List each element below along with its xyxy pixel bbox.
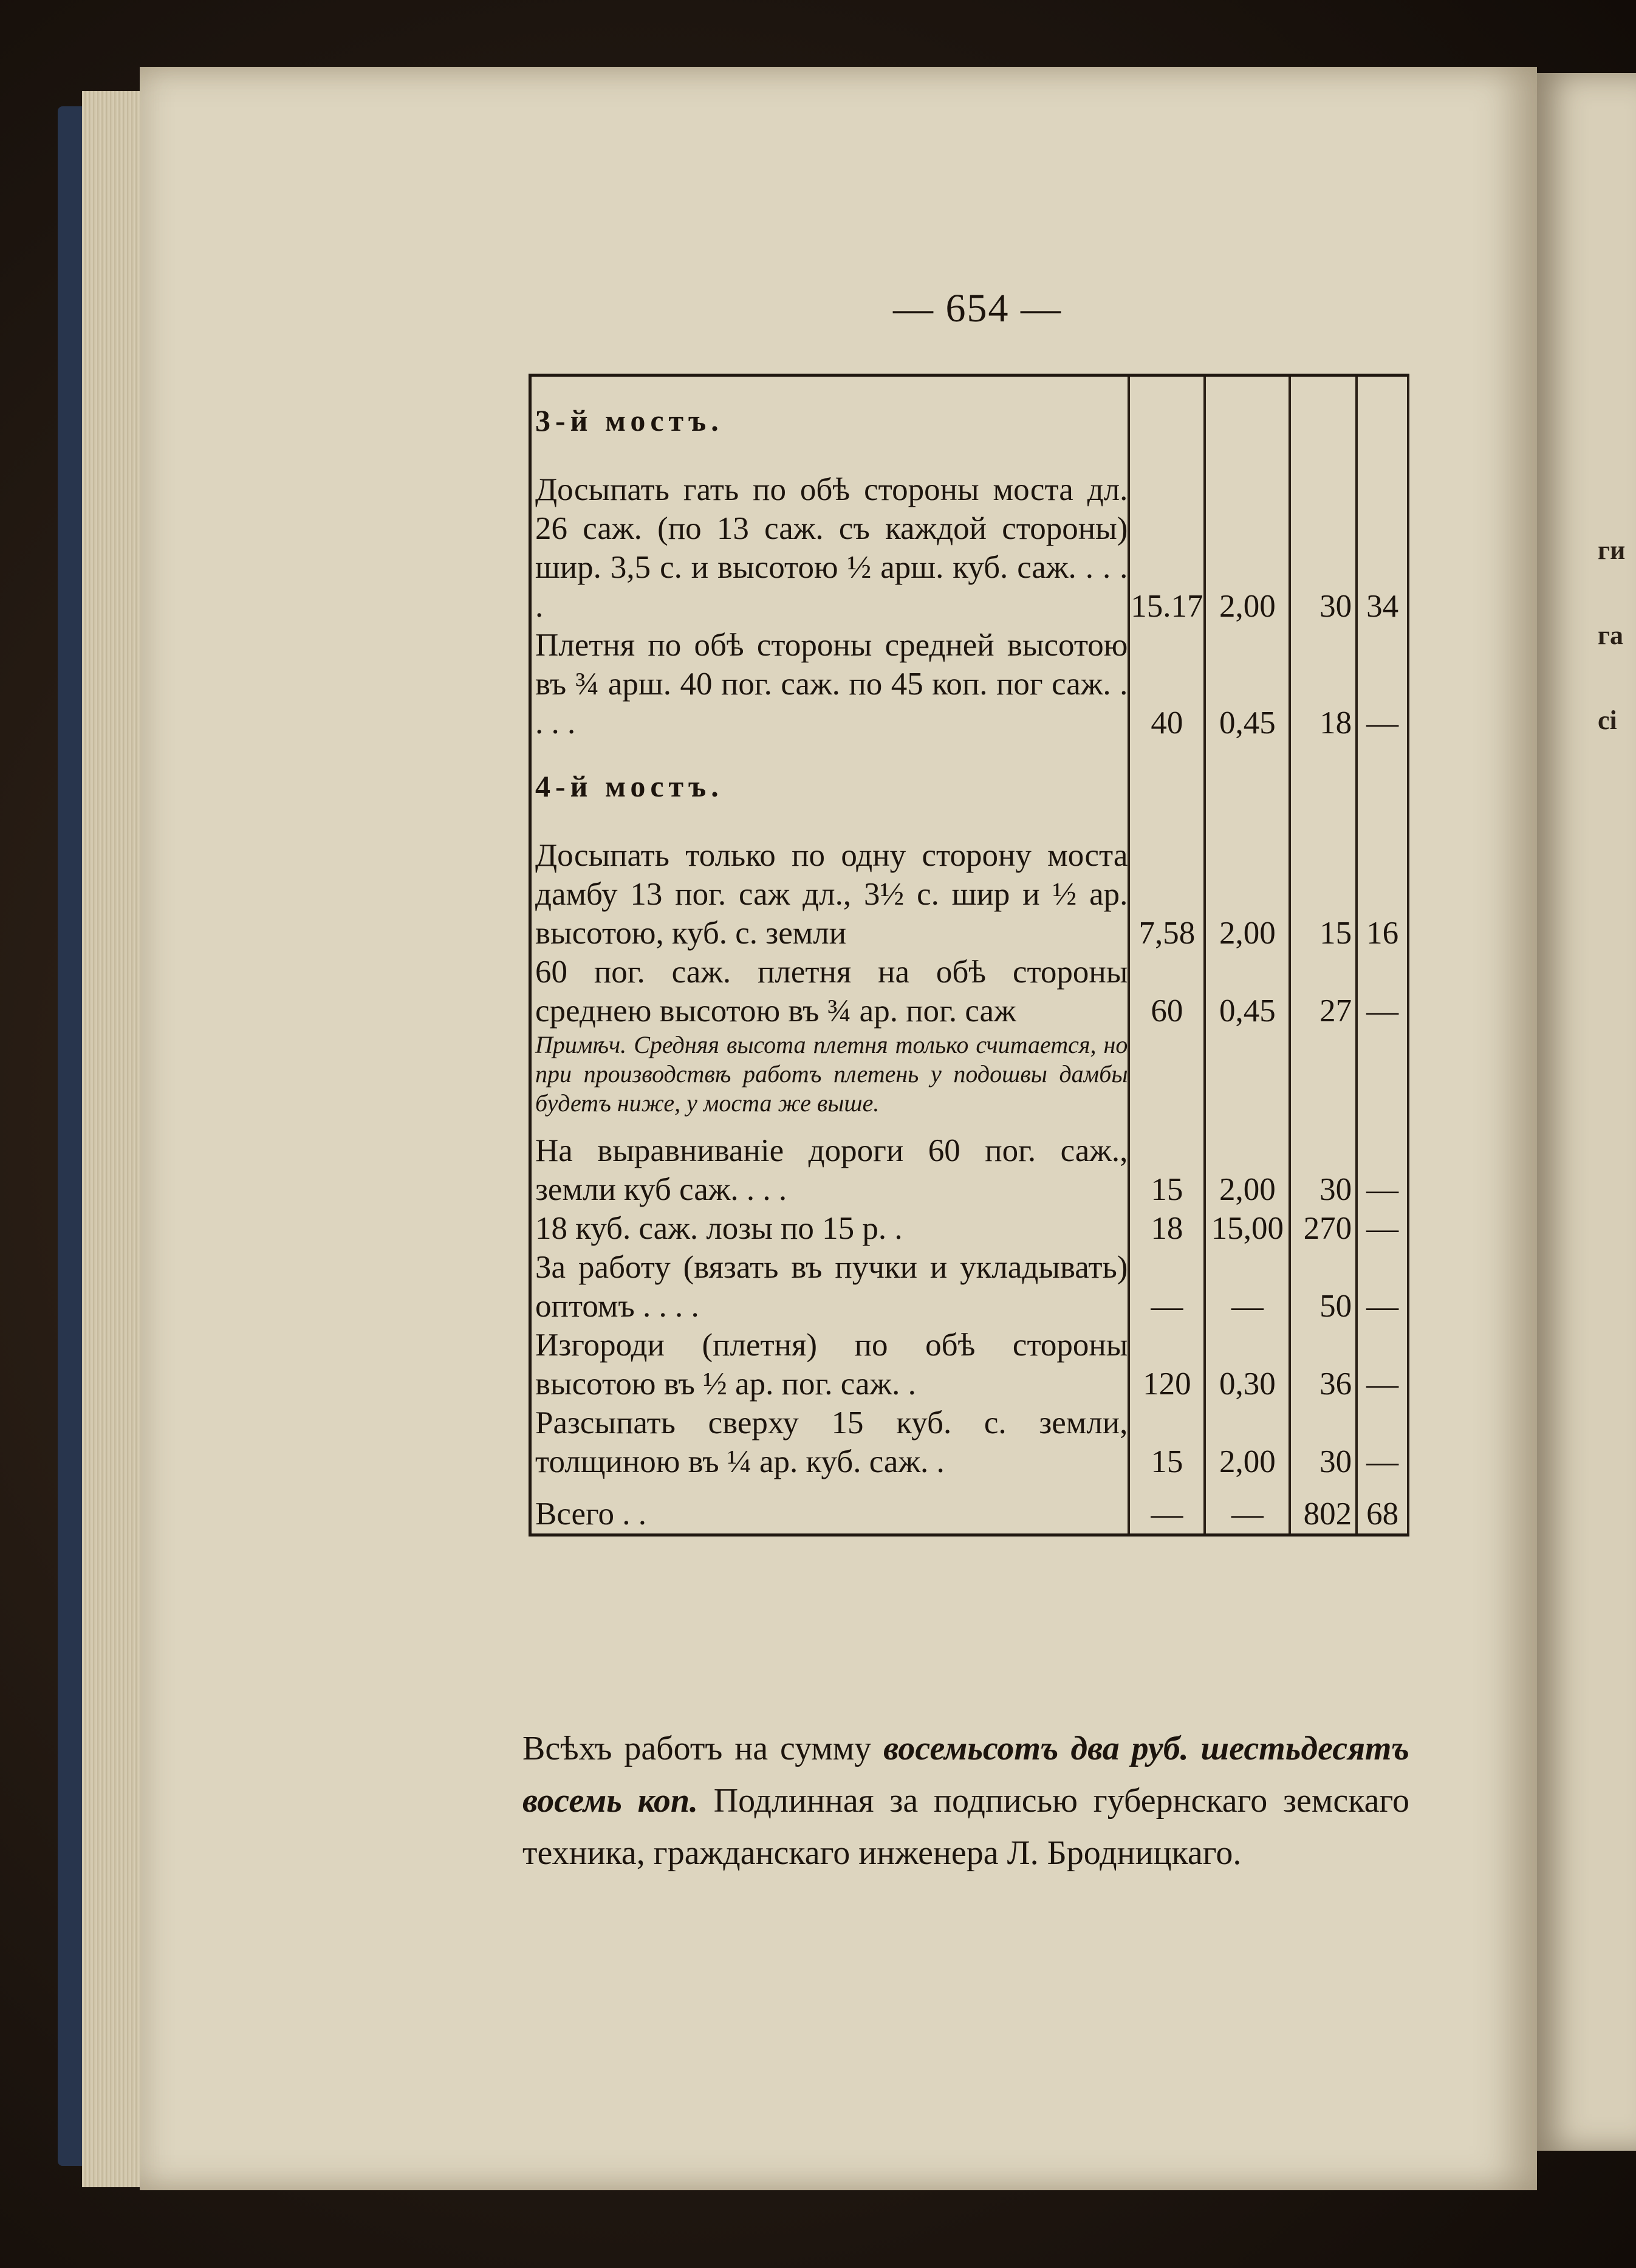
- table-row: [530, 953, 1409, 1030]
- item-description: Плетня по обѣ стороны средней высотою въ ¾ арш. 40 пог. саж. по 45 коп. пог саж. . . . .: [530, 626, 1129, 742]
- item-kopecks: —: [1357, 953, 1408, 1030]
- item-price: 2,00: [1205, 470, 1290, 626]
- item-quantity: 120: [1129, 1326, 1205, 1403]
- item-price: 2,00: [1205, 836, 1290, 953]
- facing-page-fragment: га: [1598, 620, 1623, 650]
- item-price: 2,00: [1205, 1403, 1290, 1481]
- item-rubles: 270: [1290, 1209, 1357, 1248]
- item-kopecks: —: [1357, 1326, 1408, 1403]
- total-row: [530, 1495, 1409, 1535]
- table-row: [530, 1131, 1409, 1209]
- item-description: Разсыпать сверху 15 куб. с. земли, толщиною въ ¼ ар. куб. саж. .: [530, 1403, 1129, 1481]
- facing-page-fragment: ги: [1598, 535, 1626, 565]
- item-price: 0,45: [1205, 626, 1290, 742]
- item-description: 60 пог. саж. плетня на обѣ стороны среднею высотою въ ¾ ар. пог. саж: [530, 953, 1129, 1030]
- facing-page-fragment: сі: [1598, 705, 1617, 735]
- table-row: [530, 1209, 1409, 1248]
- item-rubles: 27: [1290, 953, 1357, 1030]
- table-row: [530, 1030, 1409, 1118]
- page-number: — 654 —: [893, 286, 1062, 331]
- item-kopecks: —: [1357, 1248, 1408, 1326]
- section-heading: 4-й мостъ.: [530, 742, 1129, 836]
- item-description: Досыпать только по одну сторону моста дамбу 13 пог. саж дл., 3½ с. шир и ½ ар. высотою, куб. с. земли: [530, 836, 1129, 953]
- table-row: [530, 1326, 1409, 1403]
- item-quantity: 7,58: [1129, 836, 1205, 953]
- footnote: Примѣч. Средняя высота плетня только считается, но при производствѣ работъ плетень у подошвы дамбы будетъ ниже, у моста же выше.: [530, 1030, 1129, 1118]
- item-description: Изгороди (плетня) по обѣ стороны высотою въ ½ ар. пог. саж. .: [530, 1326, 1129, 1403]
- table-row: [530, 1403, 1409, 1481]
- item-rubles: 30: [1290, 470, 1357, 626]
- page-edges: [82, 91, 149, 2187]
- item-quantity: —: [1129, 1248, 1205, 1326]
- total-label: Всего . .: [530, 1495, 1129, 1535]
- item-kopecks: —: [1357, 1209, 1408, 1248]
- table-row: [530, 626, 1409, 742]
- item-rubles: 15: [1290, 836, 1357, 953]
- item-rubles: 36: [1290, 1326, 1357, 1403]
- section-heading: 3-й мостъ.: [530, 375, 1129, 471]
- table-row: [530, 1248, 1409, 1326]
- item-kopecks: 34: [1357, 470, 1408, 626]
- total-rubles: 802: [1290, 1495, 1357, 1535]
- item-kopecks: —: [1357, 626, 1408, 742]
- estimate-table: [529, 374, 1409, 1537]
- item-description: 18 куб. саж. лозы по 15 р. .: [530, 1209, 1129, 1248]
- item-quantity: 15.17: [1129, 470, 1205, 626]
- closing-signature: Подлинная за подписью губернскаго земскаго техника, гражданскаго инженера Л. Бродницкаго.: [522, 1782, 1409, 1872]
- item-description: На выравниваніе дороги 60 пог. саж., земли куб саж. . . .: [530, 1131, 1129, 1209]
- item-price: 0,30: [1205, 1326, 1290, 1403]
- item-price: 2,00: [1205, 1131, 1290, 1209]
- total-price: —: [1205, 1495, 1290, 1535]
- item-kopecks: —: [1357, 1403, 1408, 1481]
- item-description: Досыпать гать по обѣ стороны моста дл. 26 саж. (по 13 саж. съ каждой стороны) шир. 3,5 с. и высотою ½ арш. куб. саж. . . . .: [530, 470, 1129, 626]
- item-price: 15,00: [1205, 1209, 1290, 1248]
- item-price: 0,45: [1205, 953, 1290, 1030]
- closing-paragraph: [522, 1722, 1409, 1879]
- item-kopecks: —: [1357, 1131, 1408, 1209]
- facing-page: [1531, 73, 1636, 2151]
- item-quantity: 15: [1129, 1403, 1205, 1481]
- table-row: [530, 836, 1409, 953]
- total-kopecks: 68: [1357, 1495, 1408, 1535]
- table-row: [530, 470, 1409, 626]
- item-quantity: 60: [1129, 953, 1205, 1030]
- item-quantity: 40: [1129, 626, 1205, 742]
- item-kopecks: 16: [1357, 836, 1408, 953]
- item-rubles: 30: [1290, 1403, 1357, 1481]
- item-rubles: 50: [1290, 1248, 1357, 1326]
- item-quantity: 18: [1129, 1209, 1205, 1248]
- item-price: —: [1205, 1248, 1290, 1326]
- item-rubles: 30: [1290, 1131, 1357, 1209]
- total-quantity: —: [1129, 1495, 1205, 1535]
- closing-amount: восемьсотъ два руб. шестьдесятъ восемь коп.: [522, 1730, 1409, 1820]
- item-description: За работу (вязать въ пучки и укладывать) оптомъ . . . .: [530, 1248, 1129, 1326]
- closing-text: Всѣхъ работъ на сумму: [522, 1730, 884, 1767]
- item-rubles: 18: [1290, 626, 1357, 742]
- item-quantity: 15: [1129, 1131, 1205, 1209]
